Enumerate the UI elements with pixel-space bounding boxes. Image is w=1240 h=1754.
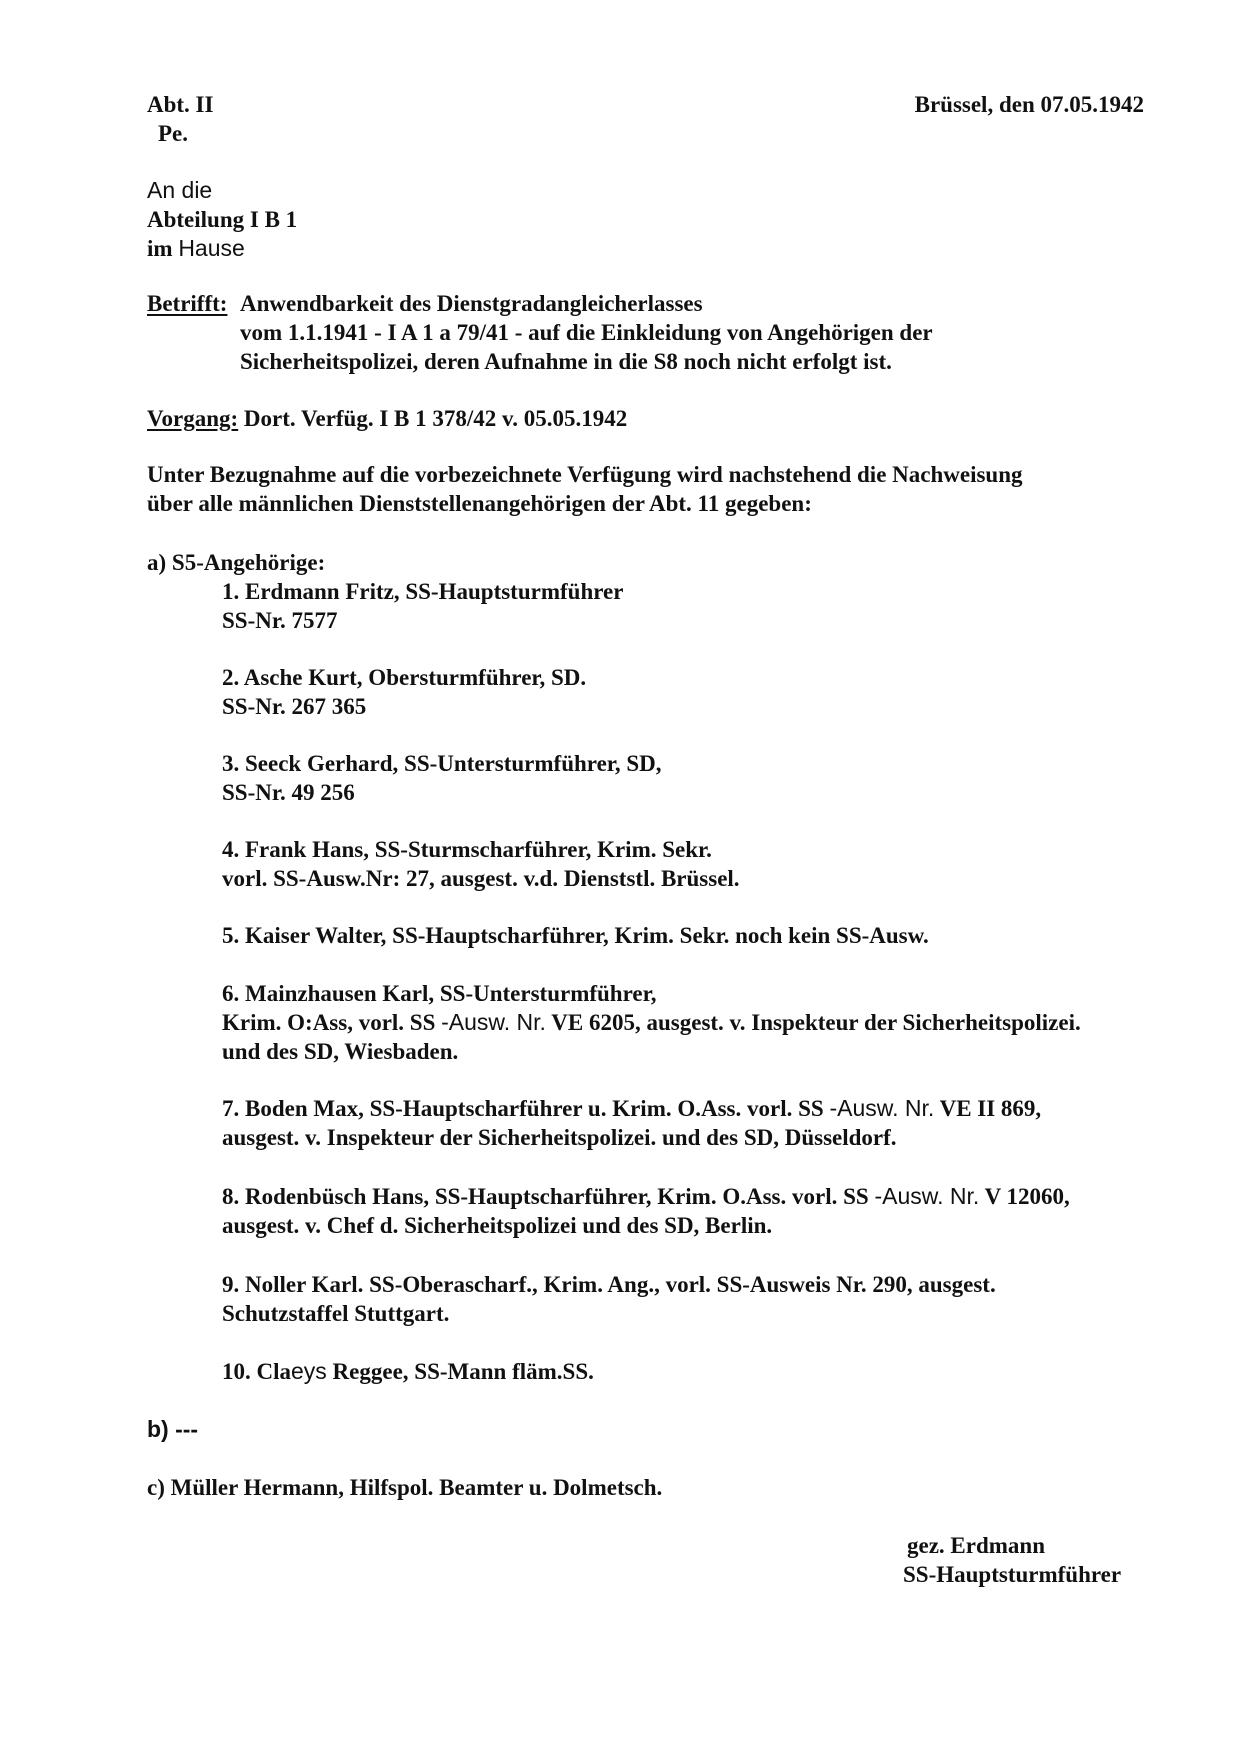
signature-rank: SS-Hauptsturmführer (903, 1562, 1122, 1587)
department-block (147, 90, 213, 148)
subject-line-3: Sicherheitspolizei, deren Aufnahme in die S8 noch nicht erfolgt ist. (240, 349, 892, 374)
intro-paragraph: Unter Bezugnahme auf die vorbezeichnete Verfügung wird nachstehend die Nachweisung über alle männlichen Dienststellenangehörigen der Abt. 11 gegeben: (147, 462, 1023, 516)
subject-text (240, 289, 933, 376)
signature-block (903, 1531, 1121, 1589)
reference-line (147, 404, 627, 433)
list-item: 7. Boden Max, SS-Hauptscharführer u. Krim. O.Ass. vorl. SS -Ausw. Nr. VE II 869, ausgest. v. Inspekteur der Sicherheitspolizei. und des SD, Düsseldorf. (222, 1095, 1042, 1150)
recipient-line-2: Abteilung I B 1 (147, 207, 298, 232)
list-item: 1. Erdmann Fritz, SS-Hauptsturmführer SS-Nr. 7577 (222, 579, 624, 633)
list-item: 2. Asche Kurt, Obersturmführer, SD. SS-Nr. 267 365 (222, 665, 587, 719)
recipient-line-3: im Hause (147, 235, 245, 261)
recipient-line-1: An die (147, 177, 213, 203)
section-b: b) --- (147, 1416, 199, 1442)
reference-label: Vorgang: (147, 406, 239, 431)
list-item: 6. Mainzhausen Karl, SS-Untersturmführer, Krim. O:Ass, vorl. SS -Ausw. Nr. VE 6205, ausgest. v. Inspekteur der Sicherheitspolizei. und des SD, Wiesbaden. (222, 981, 1081, 1064)
reference-text: Dort. Verfüg. I B 1 378/42 v. 05.05.1942 (243, 406, 628, 431)
subject-label: Betrifft: (147, 291, 228, 316)
subject-line-1: Anwendbarkeit des Dienstgradangleicherlasses (240, 291, 703, 316)
list-item: 4. Frank Hans, SS-Sturmscharführer, Krim. Sekr. vorl. SS-Ausw.Nr: 27, ausgest. v.d. Dienststl. Brüssel. (222, 837, 740, 891)
list-item: 3. Seeck Gerhard, SS-Untersturmführer, SD, SS-Nr. 49 256 (222, 751, 662, 805)
place-date: Brüssel, den 07.05.1942 (914, 92, 1144, 117)
signature-name: gez. Erdmann (907, 1533, 1045, 1558)
department-line: Abt. II (147, 92, 214, 117)
section-c: c) Müller Hermann, Hilfspol. Beamter u. Dolmetsch. (147, 1475, 663, 1500)
subject-line-2: vom 1.1.1941 - I A 1 a 79/41 - auf die Einkleidung von Angehörigen der (240, 320, 933, 345)
section-a-heading: a) S5-Angehörige: (147, 550, 326, 575)
list-item: 9. Noller Karl. SS-Oberascharf., Krim. Ang., vorl. SS-Ausweis Nr. 290, ausgest. Schutzstaffel Stuttgart. (222, 1272, 996, 1326)
recipient-block (147, 176, 297, 263)
reference-initials: Pe. (158, 121, 189, 146)
list-item: 8. Rodenbüsch Hans, SS-Hauptscharführer, Krim. O.Ass. vorl. SS -Ausw. Nr. V 12060, ausgest. v. Chef d. Sicherheitspolizei und des SD, Berlin. (222, 1183, 1070, 1238)
list-item: 5. Kaiser Walter, SS-Hauptscharführer, Krim. Sekr. noch kein SS-Ausw. (222, 923, 929, 948)
list-item: 10. Claeys Reggee, SS-Mann fläm.SS. (222, 1358, 594, 1384)
